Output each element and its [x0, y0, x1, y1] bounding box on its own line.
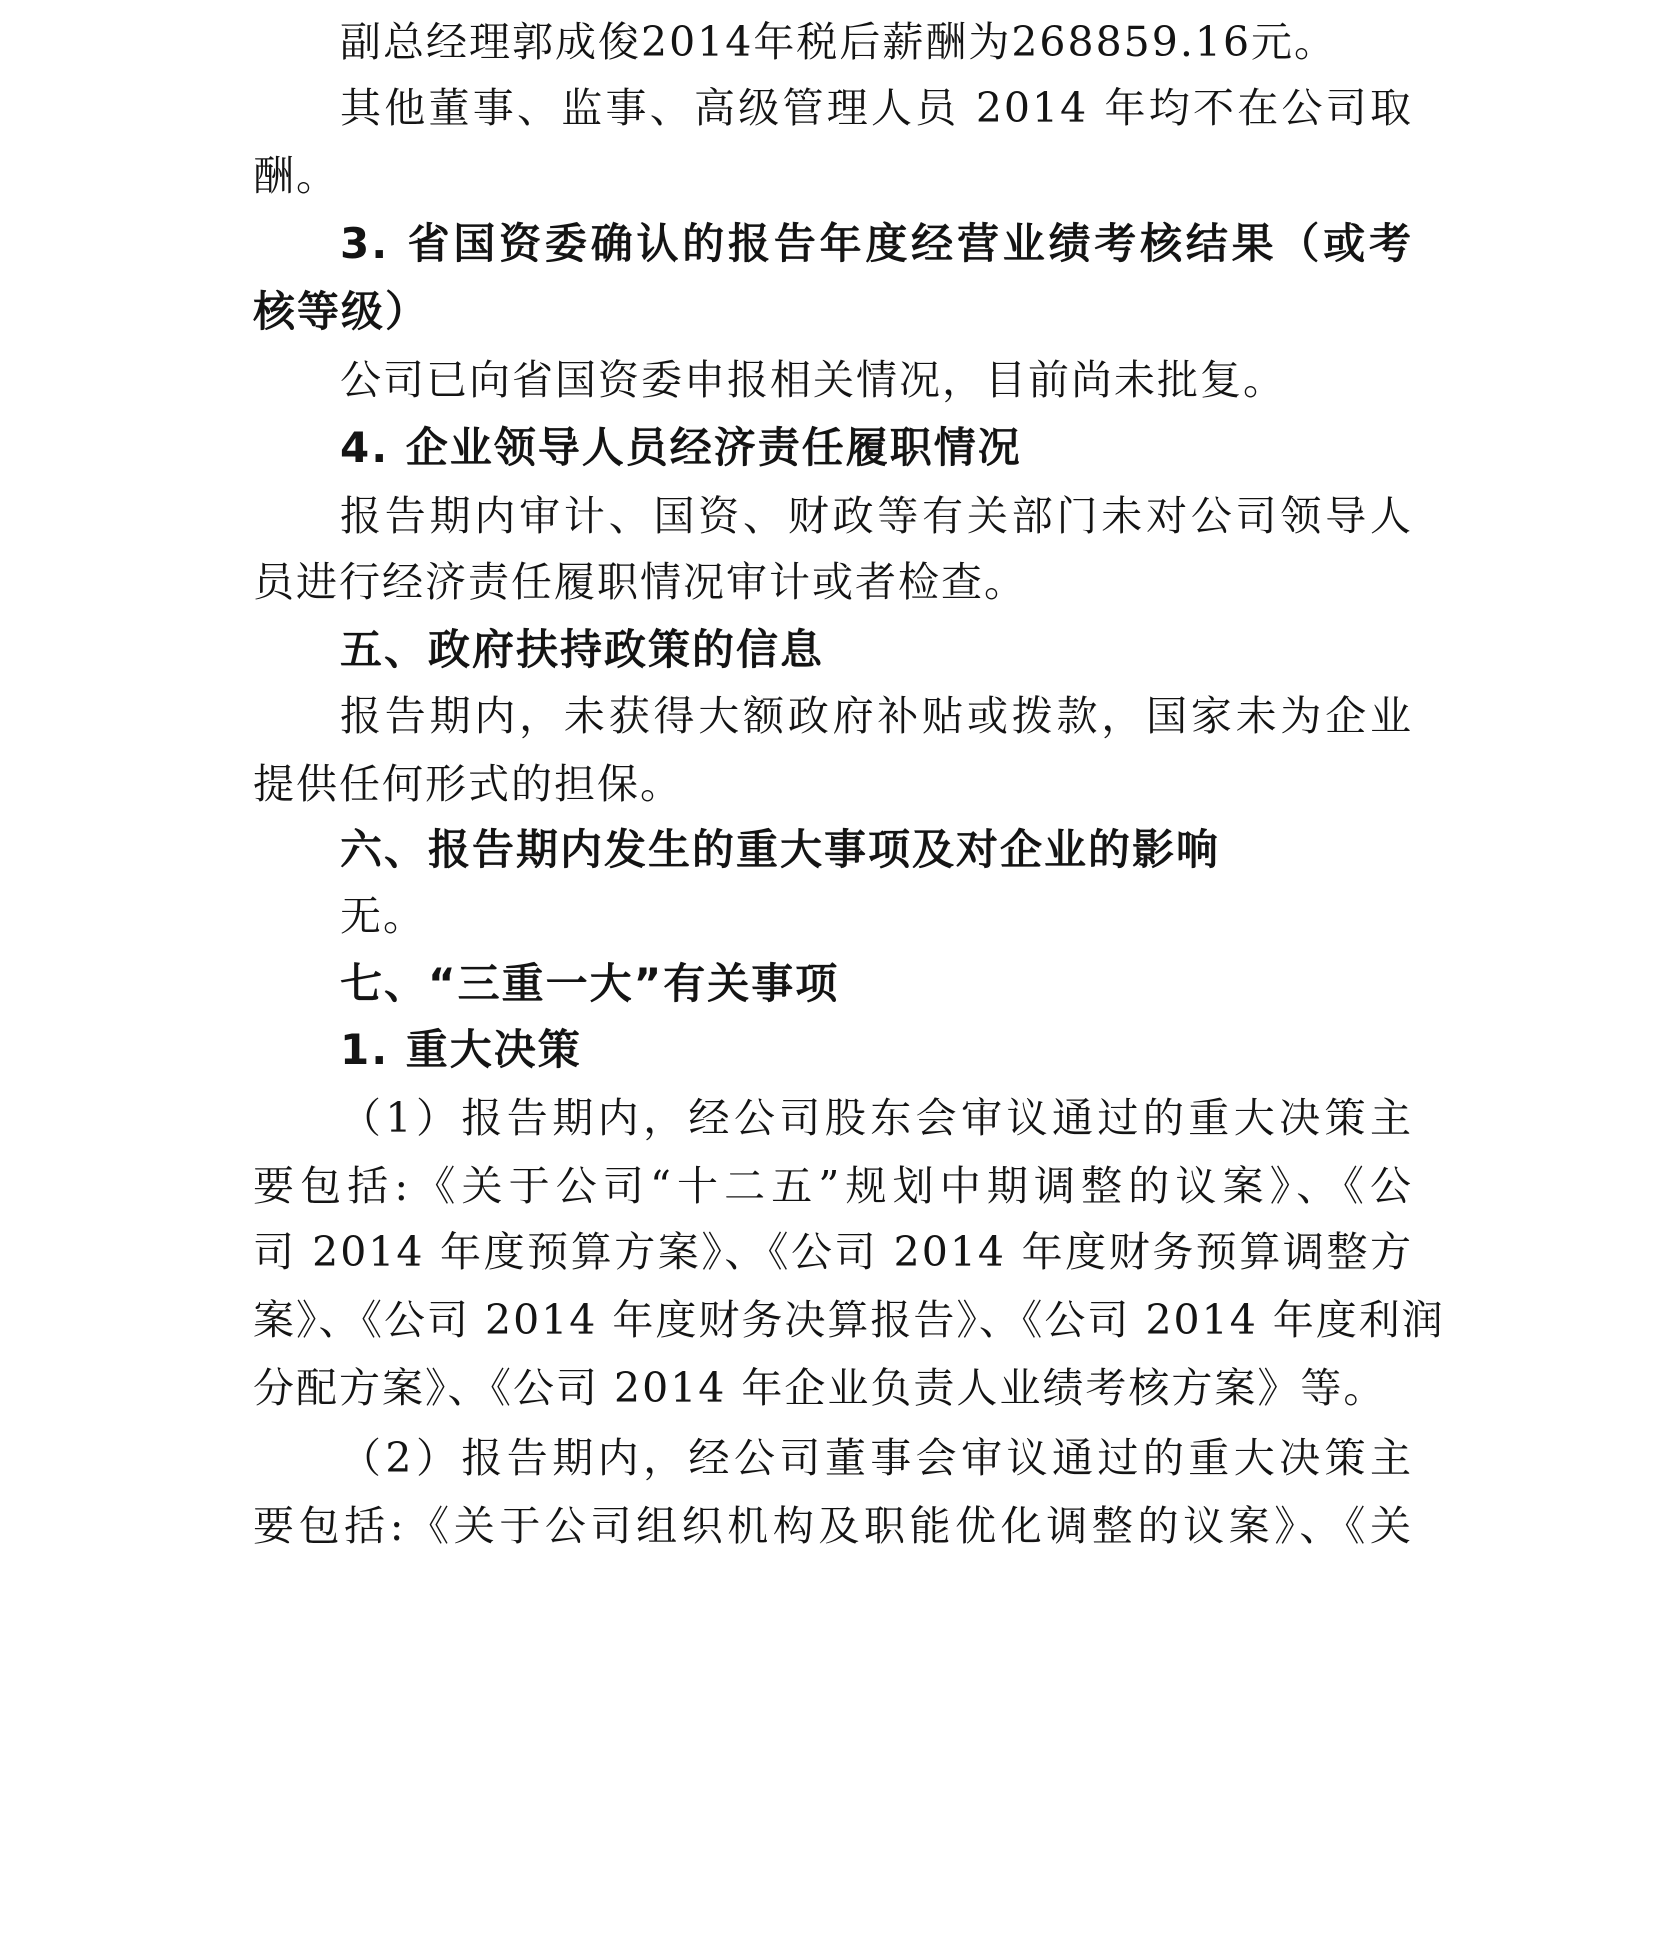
shareholder-decisions-line-4: 案》、《公司 2014 年度财务决算报告》、《公司 2014 年度利润 [253, 1296, 1445, 1344]
section-3-heading-line-2: 核等级） [253, 287, 430, 336]
other-directors-paragraph-line-2: 酬。 [253, 152, 339, 200]
board-decisions-line-2: 要包括:《关于公司组织机构及职能优化调整的议案》、《关 [253, 1502, 1413, 1550]
salary-paragraph-line: 副总经理郭成俊2014年税后薪酬为268859.16元。 [340, 18, 1338, 66]
section-3-heading-line-1: 3. 省国资委确认的报告年度经营业绩考核结果（或考 [340, 219, 1413, 268]
section-five-body-line-2: 提供任何形式的担保。 [253, 760, 683, 808]
shareholder-decisions-line-3: 司 2014 年度预算方案》、《公司 2014 年度财务预算调整方 [253, 1228, 1413, 1276]
section-six-body: 无。 [340, 892, 426, 940]
shareholder-decisions-line-1: （1）报告期内，经公司股东会审议通过的重大决策主 [340, 1094, 1413, 1142]
board-decisions-line-1: （2）报告期内，经公司董事会审议通过的重大决策主 [340, 1434, 1413, 1482]
section-4-body-line-2: 员进行经济责任履职情况审计或者检查。 [253, 558, 1027, 606]
section-3-body-line: 公司已向省国资委申报相关情况，目前尚未批复。 [340, 356, 1286, 404]
other-directors-paragraph-line-1: 其他董事、监事、高级管理人员 2014 年均不在公司取 [340, 84, 1413, 132]
shareholder-decisions-line-2: 要包括:《关于公司“十二五”规划中期调整的议案》、《公 [253, 1162, 1413, 1210]
section-five-heading: 五、政府扶持政策的信息 [340, 625, 825, 674]
section-4-heading: 4. 企业领导人员经济责任履职情况 [340, 423, 1022, 472]
shareholder-decisions-line-5: 分配方案》、《公司 2014 年企业负责人业绩考核方案》等。 [253, 1364, 1387, 1412]
section-4-body-line-1: 报告期内审计、国资、财政等有关部门未对公司领导人 [340, 492, 1413, 540]
section-five-body-line-1: 报告期内，未获得大额政府补贴或拨款，国家未为企业 [340, 692, 1413, 740]
section-six-heading: 六、报告期内发生的重大事项及对企业的影响 [340, 825, 1221, 874]
major-decisions-heading: 1. 重大决策 [340, 1025, 582, 1074]
section-seven-heading: 七、“三重一大”有关事项 [340, 959, 840, 1008]
